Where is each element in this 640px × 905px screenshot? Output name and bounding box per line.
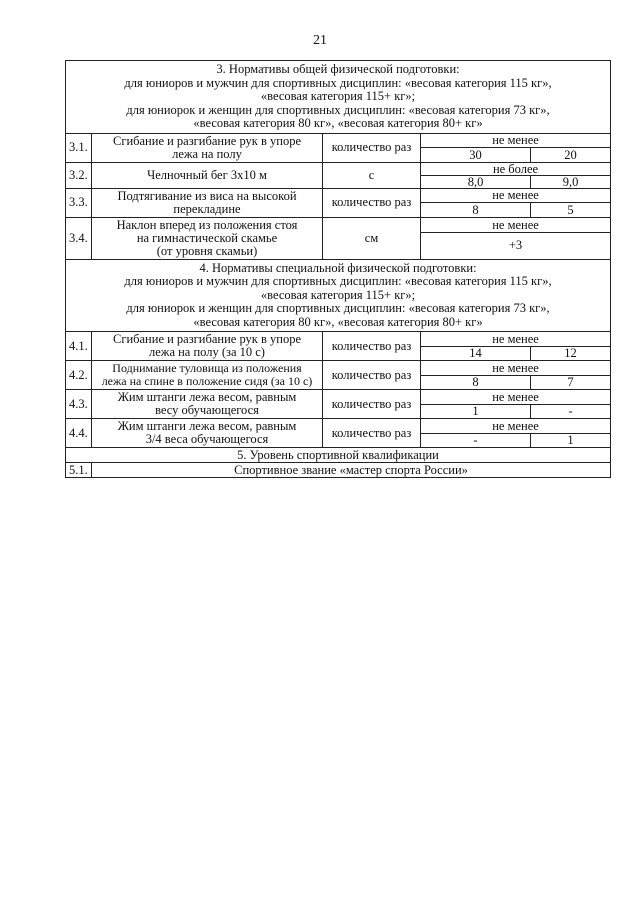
value-men: -: [421, 433, 531, 448]
exercise-line: Жим штанги лежа весом, равным: [117, 419, 297, 433]
value-women: -: [531, 404, 611, 419]
row-number: 3.3.: [66, 188, 92, 217]
value-women: 20: [531, 148, 611, 163]
row-number: 3.1.: [66, 133, 92, 162]
row-number: 4.4.: [66, 419, 92, 448]
norm-qualifier: не менее: [421, 419, 611, 434]
exercise-line: Жим штанги лежа весом, равным: [117, 390, 297, 404]
value-women: 12: [531, 346, 611, 361]
norm-qualifier: не менее: [421, 332, 611, 347]
norm-qualifier: не менее: [421, 390, 611, 405]
table-row: [66, 162, 611, 175]
unit: с: [323, 162, 421, 188]
exercise-line: Наклон вперед из положения стоя: [116, 217, 298, 232]
exercise-line: Сгибание и разгибание рук в упоре: [113, 133, 301, 148]
table-row: [66, 390, 611, 405]
section-3-heading: [66, 61, 611, 134]
table-row: [66, 133, 611, 148]
exercise-line: Подтягивание из виса на высокой: [117, 188, 297, 203]
section-3-heading-row: [66, 61, 611, 134]
table-row: [66, 188, 611, 203]
exercise-name: [92, 361, 323, 390]
exercise-name: [92, 419, 323, 448]
qualification-text: Спортивное звание «мастер спорта России»: [92, 463, 611, 478]
exercise-line: на гимнастической скамье: [136, 230, 278, 245]
unit: количество раз: [323, 361, 421, 390]
exercise-name: [92, 162, 323, 188]
unit: количество раз: [323, 188, 421, 217]
section-4-heading-row: [66, 259, 611, 332]
exercise-line: Сгибание и разгибание рук в упоре: [113, 332, 301, 346]
section-5-heading: 5. Уровень спортивной квалификации: [66, 448, 611, 463]
value-men: 30: [421, 148, 531, 163]
row-number: 5.1.: [66, 463, 92, 478]
value-combined: +3: [421, 232, 611, 259]
row-number: 3.4.: [66, 217, 92, 259]
row-number: 3.2.: [66, 162, 92, 188]
section-heading-line: «весовая категория 115+ кг»;: [260, 89, 416, 103]
value-men: 1: [421, 404, 531, 419]
exercise-line: Поднимание туловища из положения: [112, 361, 302, 375]
norm-qualifier: не более: [421, 162, 611, 175]
section-heading-line: «весовая категория 80 кг», «весовая категория 80+ кг»: [193, 314, 483, 329]
table-row: [66, 332, 611, 347]
exercise-line: (от уровня скамьи): [156, 243, 258, 258]
value-women: 9,0: [531, 175, 611, 188]
unit: количество раз: [323, 390, 421, 419]
unit: количество раз: [323, 419, 421, 448]
standards-table: [65, 60, 611, 478]
value-men: 14: [421, 346, 531, 361]
exercise-line: лежа на спине в положение сидя (за 10 с): [101, 374, 313, 388]
exercise-line: перекладине: [173, 201, 241, 216]
section-heading-line: для юниорок и женщин для спортивных дисциплин: «весовая категория 73 кг»,: [126, 301, 550, 315]
section-heading-line: для юниорок и женщин для спортивных дисциплин: «весовая категория 73 кг»,: [126, 102, 550, 117]
unit: количество раз: [323, 332, 421, 361]
value-women: 7: [531, 375, 611, 390]
section-heading-line: «весовая категория 115+ кг»;: [260, 287, 416, 302]
norm-qualifier: не менее: [421, 361, 611, 376]
value-men: 8: [421, 203, 531, 218]
norm-qualifier: не менее: [421, 188, 611, 203]
section-heading-line: для юниоров и мужчин для спортивных дисциплин: «весовая категория 115 кг»,: [124, 75, 552, 90]
exercise-name: [92, 188, 323, 217]
section-5-heading-row: [66, 448, 611, 463]
table-row: [66, 217, 611, 232]
exercise-name: [92, 133, 323, 162]
exercise-line: лежа на полу (за 10 с): [149, 345, 265, 359]
value-men: 8: [421, 375, 531, 390]
value-men: 8,0: [421, 175, 531, 188]
section-heading-line: для юниоров и мужчин для спортивных дисциплин: «весовая категория 115 кг»,: [124, 274, 552, 288]
page-number: 21: [313, 33, 327, 48]
exercise-name: [92, 390, 323, 419]
unit: см: [323, 217, 421, 259]
exercise-line: лежа на полу: [172, 146, 242, 161]
exercise-name: [92, 332, 323, 361]
row-number: 4.1.: [66, 332, 92, 361]
norm-qualifier: не менее: [421, 217, 611, 232]
value-women: 5: [531, 203, 611, 218]
exercise-name: [92, 217, 323, 259]
table-row: [66, 463, 611, 478]
table-row: [66, 361, 611, 376]
row-number: 4.3.: [66, 390, 92, 419]
section-heading-line: 4. Нормативы специальной физической подготовки:: [199, 260, 477, 275]
exercise-line: весу обучающегося: [155, 403, 259, 417]
exercise-line: 3/4 веса обучающегося: [145, 432, 269, 446]
exercise-line: Челночный бег 3х10 м: [147, 167, 267, 182]
unit: количество раз: [323, 133, 421, 162]
value-women: 1: [531, 433, 611, 448]
row-number: 4.2.: [66, 361, 92, 390]
norm-qualifier: не менее: [421, 133, 611, 148]
section-heading-line: «весовая категория 80 кг», «весовая категория 80+ кг»: [193, 116, 483, 130]
section-heading-line: 3. Нормативы общей физической подготовки:: [216, 62, 460, 76]
table-row: [66, 419, 611, 434]
section-4-heading: [66, 259, 611, 332]
